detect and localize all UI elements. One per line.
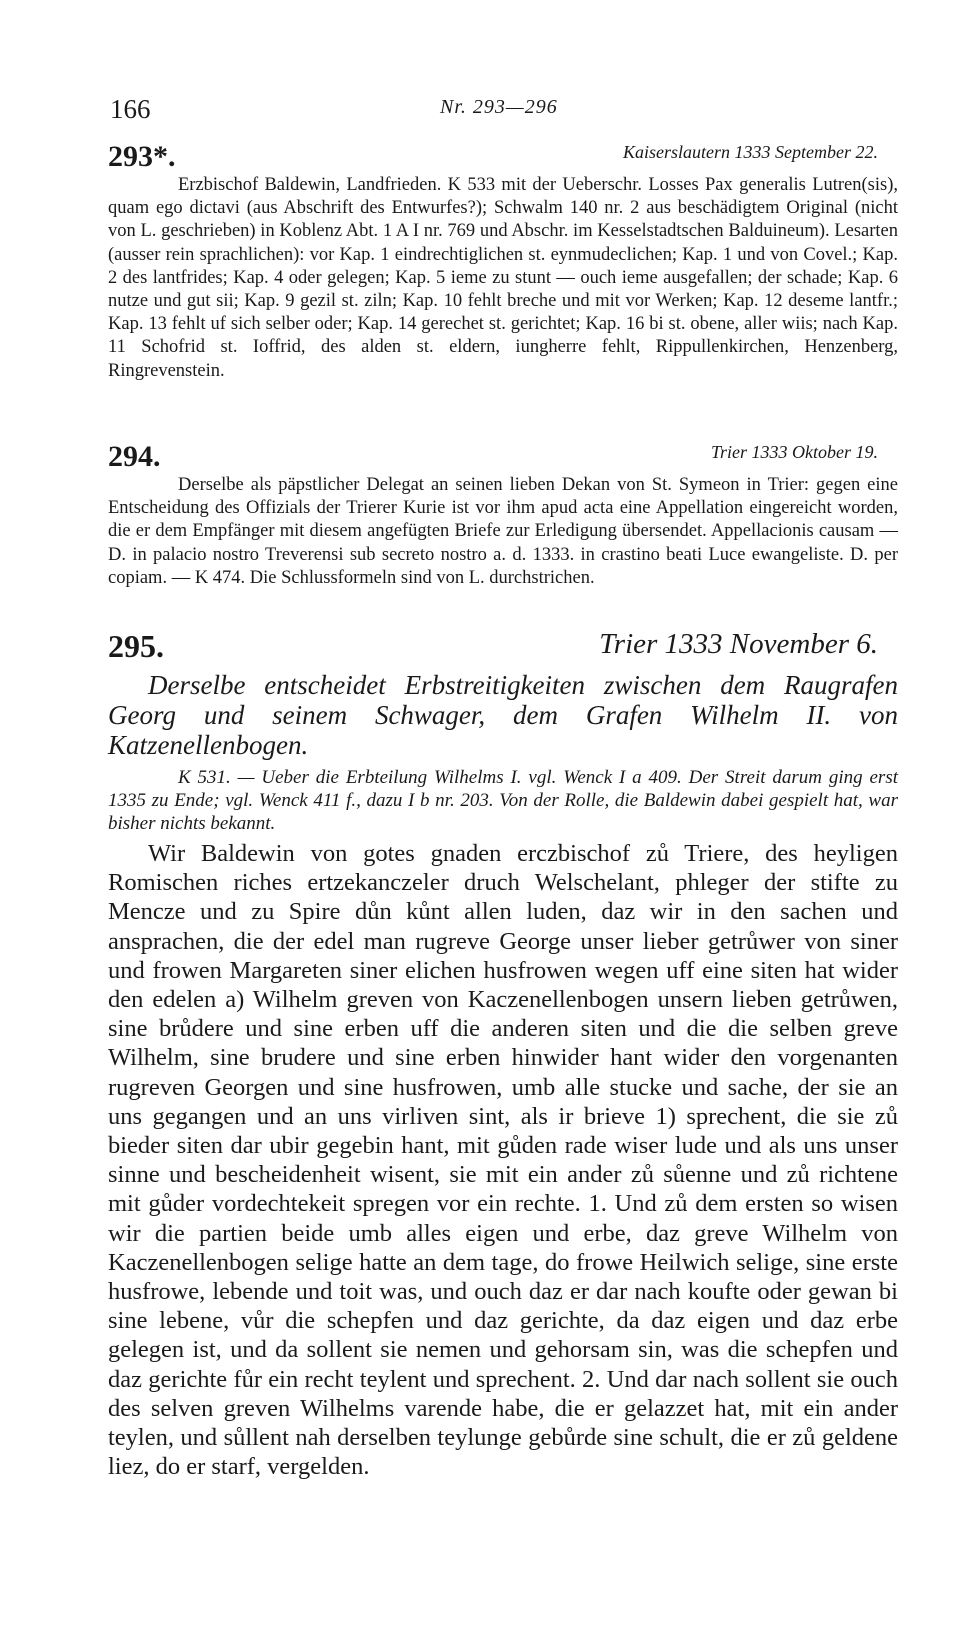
entry-293 [108, 140, 898, 383]
page-number: 166 [110, 94, 151, 124]
entry-294 [108, 440, 898, 590]
entry-head [108, 628, 898, 670]
running-head: Nr. 293—296 [440, 96, 558, 118]
entry-dateline: Kaiserslautern 1333 September 22. [623, 142, 878, 162]
entry-number: 293*. [108, 140, 176, 173]
entry-body: Derselbe als päpstlicher Delegat an seinen lieben Dekan von St. Symeon in Trier: gegen eine Entscheidung des Offizials der Trierer Kurie ist vor ihm apud acta eine Appellation eingereicht worden, die er dem Empfänger mit diesem angefügten Briefe zur Erledigung übersendet. Appellacionis causam — D. in palacio nostro Treverensi sub secreto nostro a. d. 1333. in crastino beati Luce ewangeliste. D. per copiam. — K 474. Die Schlussformeln sind von L. durchstrichen. [108, 475, 898, 588]
entry-head [108, 140, 898, 174]
page-header [110, 94, 870, 134]
entry-dateline: Trier 1333 Oktober 19. [710, 442, 878, 462]
entry-number: 295. [108, 628, 164, 664]
entry-number: 294. [108, 440, 161, 473]
entry-295 [108, 628, 898, 1481]
entry-regest: Derselbe entscheidet Erbstreitigkeiten zwischen dem Raugrafen Georg und seinem Schwager, dem Grafen Wilhelm II. von Katzenellenbogen. [108, 670, 898, 760]
entry-text: Wir Baldewin von gotes gnaden erczbischof zů Triere, des heyligen Romischen riches ertzekanczeler druch Welschelant, phleger der stifte zu Mencze und zu Spire důn kůnt allen luden, daz wir in den sachen und ansprachen, die der edel man rugreve George unser lieber getrůwer von siner und frowen Margareten siner elichen husfrowen wegen uff eine siten hat wider den edelen a) Wilhelm greven von Kaczenellenbogen unsern lieben getrůwen, sine brůdere und sine erben uff die anderen siten und die die selben greve Wilhelm, sine brudere und sine erben hinwider hant wider den vorgenanten rugreven Georgen und sine husfrowen, umb alle stucke und sache, der sie an uns gegangen und an uns virliven sint, als ir brieve 1) sprechent, die sie zů bieder siten dar ubir gegebin hant, mit gůden rade wiser lude und als uns unser sinne und bescheidenheit wisent, sie mit ein ander zů sůenne und zů richtene mit gůder vordechtekeit spregen vor ein rechte. 1. Und zů dem ersten so wisen wir die partien beide umb alles eigen und erbe, daz greve Wilhelm von Kaczenellenbogen selige hatte an dem tage, do frowe Heilwich selige, sine erste husfrowe, lebende und toit was, und ouch daz er dar nach koufte oder gewan bi sine lebene, vůr die schepfen und daz gerichte, da daz eigen und daz erbe gelegen ist, und da sollent sie nemen und gehorsam sin, was die schepfen und daz gerichte fůr ein recht teylent und sprechent. 2. Und dar nach sollent sie ouch des selven greven Wilhelms varende habe, die er gelazzet hat, mit ein ander teylen, und sůllent nah derselben teylunge gebůrde sine schult, die er zů geldene liez, do er starf, vergelden. [108, 840, 898, 1481]
entry-note: K 531. — Ueber die Erbteilung Wilhelms I. vgl. Wenck I a 409. Der Streit darum ging erst 1335 zu Ende; vgl. Wenck 411 f., dazu I b nr. 203. Von der Rolle, die Baldewin dabei gespielt hat, war bisher nichts bekannt. [108, 767, 898, 834]
entry-body: Erzbischof Baldewin, Landfrieden. K 533 mit der Ueberschr. Losses Pax generalis Lutren(sis), quam ego dictavi (aus Abschrift des Entwurfes?); Schwalm 140 nr. 2 aus beschädigtem Original (nicht von L. geschrieben) in Koblenz Abt. 1 A I nr. 769 und Abschr. im Kesselstadtschen Balduineum). Lesarten (ausser rein sprachlichen): vor Kap. 1 eindrechtiglichen st. eynmudeclichen; Kap. 1 und von Covel.; Kap. 2 des lantfrides; Kap. 4 oder gelegen; Kap. 5 ieme zu stunt — ouch ieme ausgefallen; der schade; Kap. 6 nutze und gut sii; Kap. 9 gezil st. ziln; Kap. 10 fehlt breche und mit vor Werken; Kap. 12 deseme lantfr.; Kap. 13 fehlt uf sich selber oder; Kap. 14 gerechet st. gerichtet; Kap. 16 bi st. obene, aller wiis; nach Kap. 11 Schofrid st. Ioffrid, des alden st. eldern, iungherre fehlt, Rippullenkirchen, Henzenberg, Ringrevenstein. [108, 175, 898, 381]
entry-head [108, 440, 898, 474]
entry-dateline: Trier 1333 November 6. [599, 628, 878, 660]
